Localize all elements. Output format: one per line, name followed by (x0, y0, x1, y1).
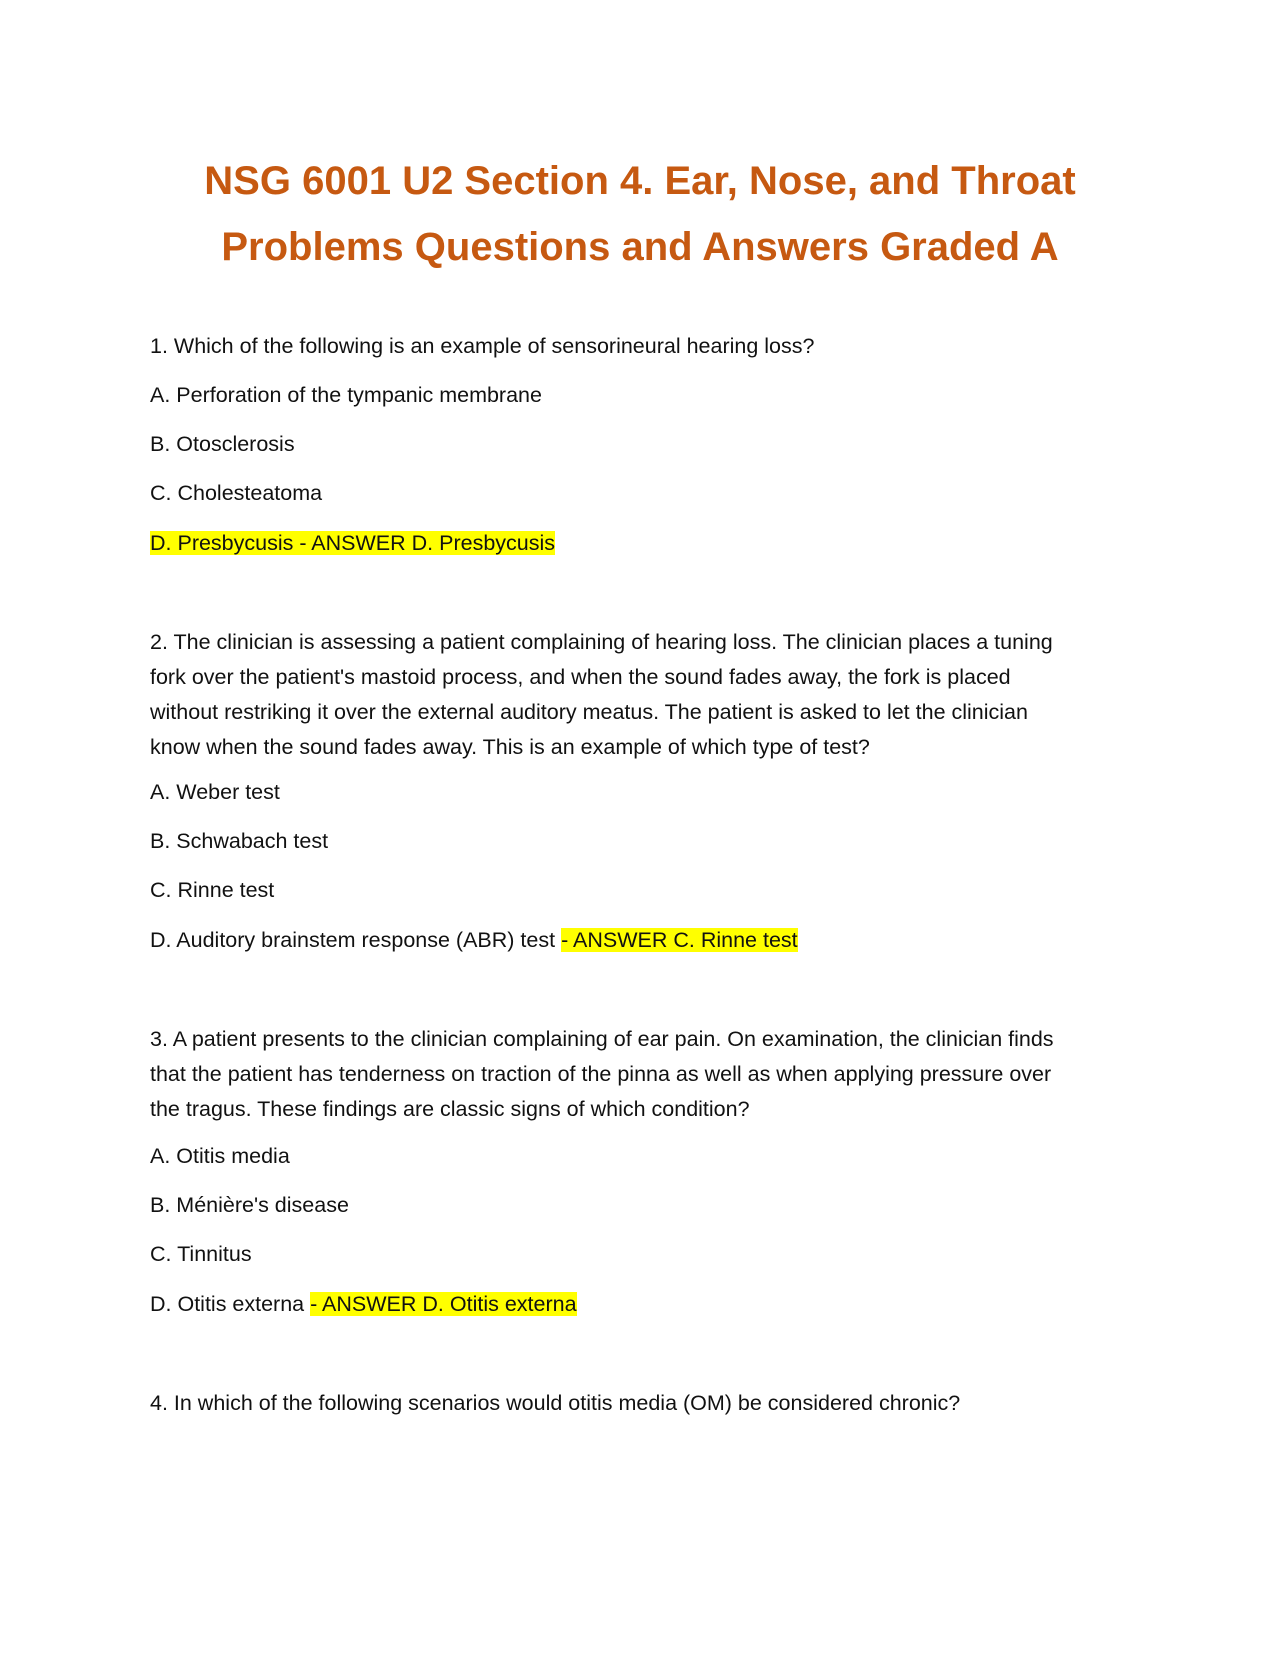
question-3-line-2: that the patient has tenderness on traction of the pinna as well as when applying pressure over (150, 1062, 1052, 1086)
question-3-option-d-row (150, 1287, 1130, 1322)
question-2-line-2: fork over the patient's mastoid process, and when the sound fades away, the fork is placed (150, 665, 1011, 689)
question-2-line-1: 2. The clinician is assessing a patient complaining of hearing loss. The clinician places a tuning (150, 630, 1053, 654)
question-1-text: 1. Which of the following is an example of sensorineural hearing loss? (150, 334, 815, 358)
question-2-answer: - ANSWER C. Rinne test (561, 928, 798, 952)
question-2-option-b: B. Schwabach test (150, 829, 329, 853)
question-1-option-a: A. Perforation of the tympanic membrane (150, 383, 542, 407)
question-2-line-3: without restriking it over the external auditory meatus. The patient is asked to let the clinician (150, 700, 1028, 724)
question-2-line-4: know when the sound fades away. This is an example of which type of test? (150, 735, 870, 759)
question-3-line-1: 3. A patient presents to the clinician complaining of ear pain. On examination, the clinician finds (150, 1027, 1054, 1051)
question-3-answer: - ANSWER D. Otitis externa (310, 1292, 577, 1316)
question-3-option-c: C. Tinnitus (150, 1242, 252, 1266)
question-3-option-a: A. Otitis media (150, 1144, 290, 1168)
question-2-option-d: D. Auditory brainstem response (ABR) test (150, 928, 562, 952)
question-3-option-d: D. Otitis externa (150, 1292, 311, 1316)
question-4-text: 4. In which of the following scenarios would otitis media (OM) be considered chronic? (150, 1391, 961, 1415)
document-title (150, 148, 1130, 280)
question-1-answer: - ANSWER D. Presbycusis (293, 531, 556, 555)
question-2-option-a: A. Weber test (150, 780, 280, 804)
question-3-text (150, 1022, 1130, 1127)
question-2-option-d-row (150, 923, 1130, 958)
question-2-option-c: C. Rinne test (150, 878, 275, 902)
question-1-option-d-row (150, 526, 1130, 561)
question-3-line-3: the tragus. These findings are classic signs of which condition? (150, 1097, 750, 1121)
question-1-option-b: B. Otosclerosis (150, 432, 295, 456)
title-line-2: Problems Questions and Answers Graded A (221, 225, 1059, 269)
question-2-text (150, 625, 1130, 765)
question-3-option-b: B. Ménière's disease (150, 1193, 349, 1217)
title-line-1: NSG 6001 U2 Section 4. Ear, Nose, and Throat (204, 159, 1076, 203)
question-1-option-d: D. Presbycusis (150, 531, 294, 555)
question-1-option-c: C. Cholesteatoma (150, 481, 323, 505)
